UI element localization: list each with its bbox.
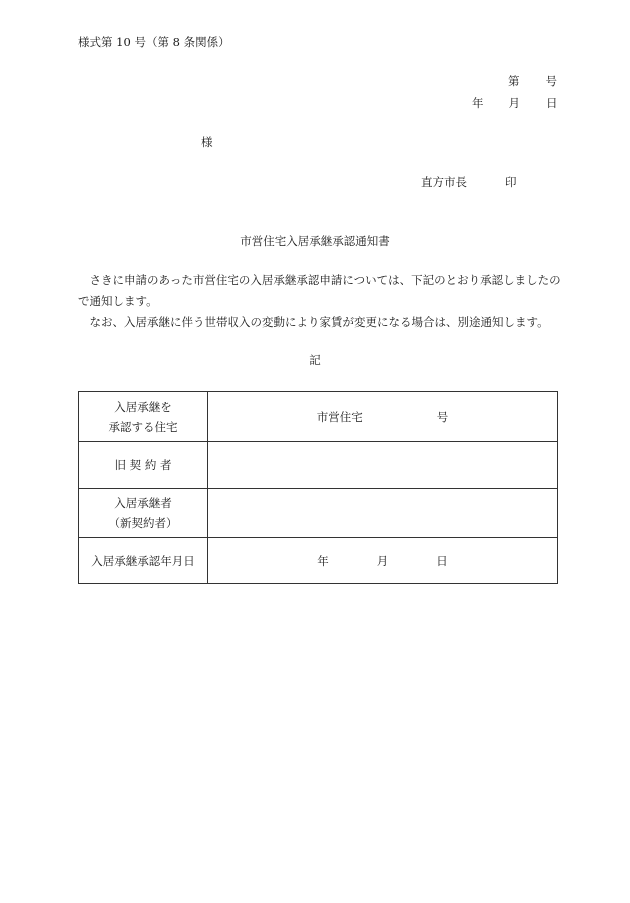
body-paragraph-1: さきに申請のあった市営住宅の入居承継承認申請については、下記のとおり承認しましたので通知します。 bbox=[78, 273, 561, 308]
issue-date-line bbox=[472, 95, 558, 111]
date-month: 月 bbox=[508, 96, 520, 110]
table-row bbox=[79, 392, 558, 442]
label-line: 入居承継者 bbox=[114, 496, 172, 510]
notice-body bbox=[78, 270, 568, 333]
date-day: 日 bbox=[546, 96, 558, 110]
approved-housing-value bbox=[208, 392, 558, 442]
approval-date-value bbox=[208, 538, 558, 584]
former-contractor-label: 旧 契 約 者 bbox=[79, 442, 208, 489]
form-number: 様式第 10 号（第 8 条関係） bbox=[78, 35, 230, 49]
housing-suffix: 号 bbox=[436, 409, 449, 424]
housing-prefix: 市営住宅 bbox=[316, 409, 363, 424]
issuer-seal: 印 bbox=[505, 175, 517, 189]
body-paragraph-2: なお、入居承継に伴う世帯収入の変動により家賃が変更になる場合は、別途通知します。 bbox=[89, 315, 549, 329]
label-line: （新契約者） bbox=[108, 516, 178, 530]
number-prefix: 第 bbox=[508, 74, 520, 88]
issuer-name: 直方市長 bbox=[421, 175, 467, 189]
table-row bbox=[79, 442, 558, 489]
date-year: 年 bbox=[472, 96, 484, 110]
document-number-line bbox=[508, 73, 557, 89]
approval-date-label: 入居承継承認年月日 bbox=[79, 538, 208, 584]
table-row bbox=[79, 489, 558, 538]
former-contractor-value bbox=[208, 442, 558, 489]
approval-year: 年 bbox=[317, 553, 329, 568]
approved-housing-label bbox=[79, 392, 208, 442]
issuer-line bbox=[421, 174, 517, 190]
label-line: 承認する住宅 bbox=[108, 419, 178, 434]
successor-value bbox=[208, 489, 558, 538]
addressee-suffix: 様 bbox=[201, 135, 213, 149]
document-title: 市営住宅入居承継承認通知書 bbox=[240, 234, 390, 248]
approval-month: 月 bbox=[376, 553, 389, 568]
details-table bbox=[78, 391, 558, 584]
successor-label bbox=[79, 489, 208, 538]
ki-heading: 記 bbox=[309, 353, 321, 367]
table-row bbox=[79, 538, 558, 584]
label-line: 入居承継を bbox=[114, 399, 172, 414]
number-suffix: 号 bbox=[545, 74, 557, 88]
approval-day: 日 bbox=[436, 553, 448, 568]
